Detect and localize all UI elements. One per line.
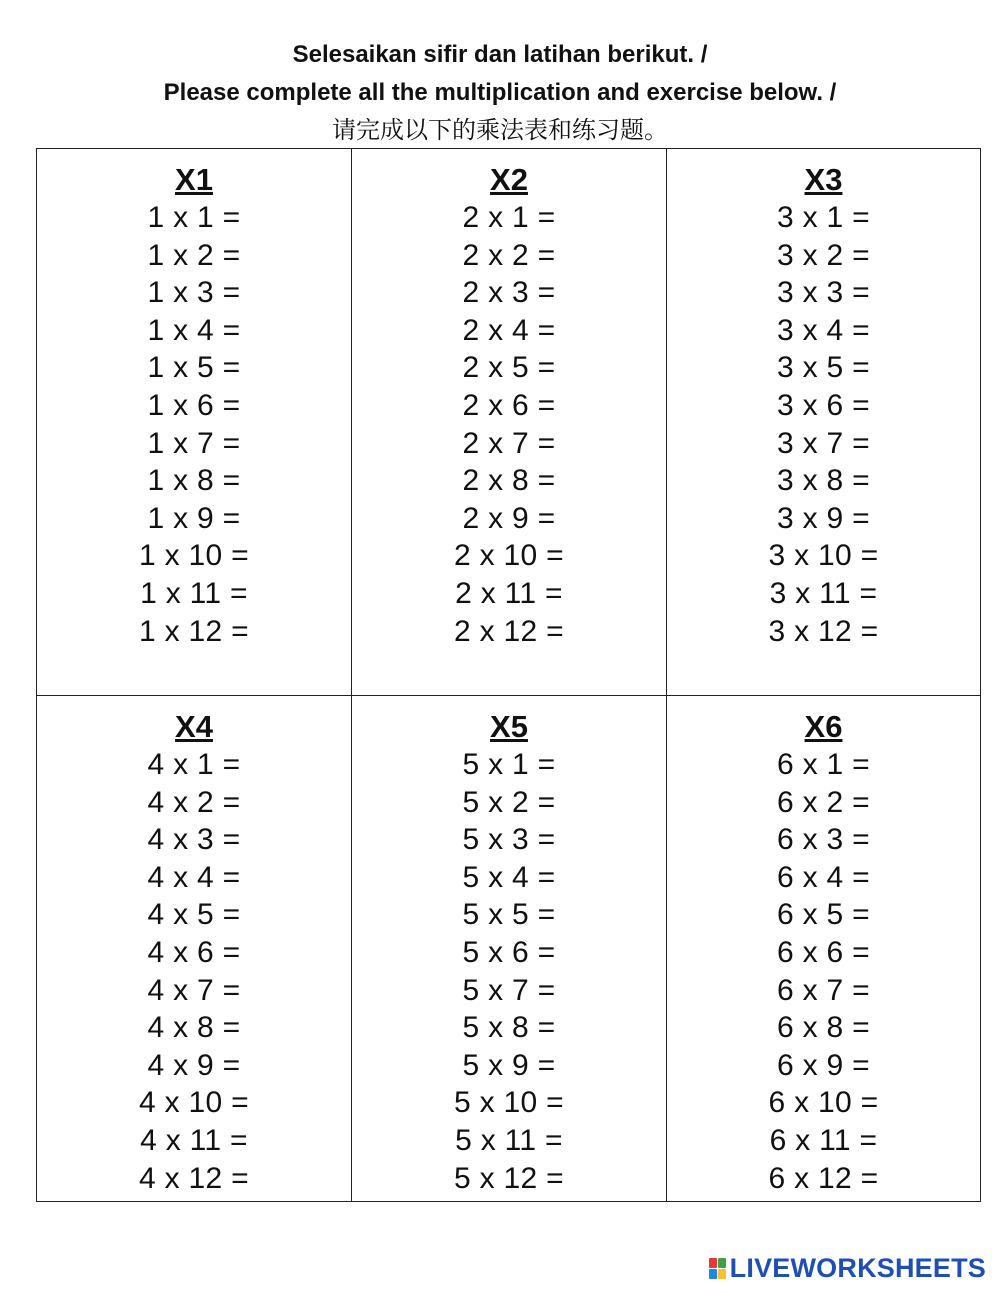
equation-row: 2 x 2 = — [462, 238, 556, 272]
multiplication-tables-grid — [36, 148, 981, 1202]
equation-row: 4 x 2 = — [147, 785, 241, 819]
equation-row: 1 x 10 = — [139, 539, 249, 573]
equation-row: 1 x 8 = — [147, 464, 241, 498]
equation-row: 4 x 5 = — [147, 898, 241, 932]
equation-row: 6 x 10 = — [768, 1086, 879, 1120]
equation-row: 1 x 2 = — [147, 238, 241, 272]
equation-row: 4 x 4 = — [147, 860, 241, 894]
table-title: X5 — [490, 709, 528, 744]
equation-row: 4 x 10 = — [139, 1086, 249, 1120]
equation-row: 2 x 9 = — [462, 501, 556, 535]
table-cell-x6 — [667, 696, 980, 1201]
equation-row: 4 x 1 = — [147, 748, 241, 781]
equation-row: 2 x 10 = — [454, 539, 564, 573]
liveworksheets-logo-icon — [709, 1258, 726, 1279]
equation-row: 1 x 1 = — [147, 201, 241, 234]
equation-row: 3 x 9 = — [777, 501, 870, 535]
equation-row: 2 x 4 = — [462, 313, 556, 347]
equation-row: 1 x 9 = — [147, 501, 241, 535]
equation-row: 6 x 2 = — [777, 785, 870, 819]
equation-row: 2 x 12 = — [454, 614, 564, 648]
table-title: X1 — [175, 162, 213, 197]
equation-row: 6 x 6 = — [777, 935, 870, 969]
equation-row: 1 x 11 = — [140, 576, 248, 610]
table-cell-x5 — [352, 696, 667, 1201]
equation-row: 3 x 3 = — [777, 276, 870, 310]
table-title: X4 — [175, 709, 213, 744]
equation-row: 6 x 7 = — [777, 973, 870, 1007]
equation-row: 5 x 12 = — [454, 1161, 564, 1195]
equation-row: 5 x 9 = — [462, 1048, 556, 1082]
equation-row: 2 x 7 = — [462, 426, 556, 460]
worksheet-instructions — [0, 36, 1000, 148]
equation-row: 6 x 12 = — [768, 1161, 879, 1195]
equation-row: 1 x 4 = — [147, 313, 241, 347]
table-cell-x2 — [352, 149, 667, 696]
equation-row: 3 x 5 = — [777, 351, 870, 385]
equation-row: 4 x 8 = — [147, 1011, 241, 1045]
equation-row: 6 x 4 = — [777, 860, 870, 894]
equation-row: 2 x 1 = — [462, 201, 556, 234]
equation-row: 5 x 8 = — [462, 1011, 556, 1045]
equation-row: 1 x 6 = — [147, 388, 241, 422]
table-cell-x4 — [37, 696, 352, 1201]
table-cell-x1 — [37, 149, 352, 696]
equation-row: 5 x 6 = — [462, 935, 556, 969]
equation-row: 1 x 7 = — [147, 426, 241, 460]
equation-row: 5 x 7 = — [462, 973, 556, 1007]
equation-row: 4 x 6 = — [147, 935, 241, 969]
equation-row: 3 x 10 = — [768, 539, 879, 573]
equation-row: 2 x 5 = — [462, 351, 556, 385]
instruction-malay: Selesaikan sifir dan latihan berikut. / — [292, 41, 708, 68]
equation-row: 5 x 10 = — [454, 1086, 564, 1120]
equation-row: 1 x 12 = — [139, 614, 249, 648]
equation-row: 4 x 12 = — [139, 1161, 249, 1195]
equation-row: 4 x 7 = — [147, 973, 241, 1007]
equation-row: 2 x 11 = — [455, 576, 563, 610]
equation-row: 5 x 3 = — [462, 823, 556, 857]
equation-row: 6 x 1 = — [777, 748, 870, 781]
equation-row: 6 x 5 = — [777, 898, 870, 932]
equation-row: 3 x 12 = — [768, 614, 879, 648]
equation-row: 6 x 3 = — [777, 823, 870, 857]
equation-row: 6 x 9 = — [777, 1048, 870, 1082]
equation-row: 2 x 8 = — [462, 464, 556, 498]
equation-row: 1 x 5 = — [147, 351, 241, 385]
equation-row: 5 x 4 = — [462, 860, 556, 894]
equation-row: 3 x 6 = — [777, 388, 870, 422]
equation-row: 3 x 7 = — [777, 426, 870, 460]
table-cell-x3 — [667, 149, 980, 696]
equation-row: 3 x 2 = — [777, 238, 870, 272]
equation-row: 5 x 5 = — [462, 898, 556, 932]
equation-row: 5 x 11 = — [455, 1123, 563, 1157]
equation-row: 3 x 4 = — [777, 313, 870, 347]
equation-row: 1 x 3 = — [147, 276, 241, 310]
instruction-chinese: 请完成以下的乘法表和练习题。 — [332, 116, 668, 144]
liveworksheets-brand — [709, 1253, 986, 1284]
equation-row: 4 x 3 = — [147, 823, 241, 857]
equation-row: 6 x 8 = — [777, 1011, 870, 1045]
table-title: X2 — [490, 162, 528, 197]
equation-row: 4 x 11 = — [140, 1123, 248, 1157]
equation-row: 3 x 8 = — [777, 464, 870, 498]
table-title: X6 — [804, 709, 843, 744]
brand-name: LIVEWORKSHEETS — [729, 1253, 986, 1283]
instruction-english: Please complete all the multiplication and exercise below. / — [163, 79, 837, 106]
equation-row: 6 x 11 = — [769, 1123, 878, 1157]
equation-row: 2 x 3 = — [462, 276, 556, 310]
equation-row: 4 x 9 = — [147, 1048, 241, 1082]
equation-row: 5 x 1 = — [462, 748, 556, 781]
equation-row: 3 x 11 = — [769, 576, 878, 610]
equation-row: 3 x 1 = — [777, 201, 870, 234]
table-title: X3 — [804, 162, 843, 197]
equation-row: 5 x 2 = — [462, 785, 556, 819]
equation-row: 2 x 6 = — [462, 388, 556, 422]
